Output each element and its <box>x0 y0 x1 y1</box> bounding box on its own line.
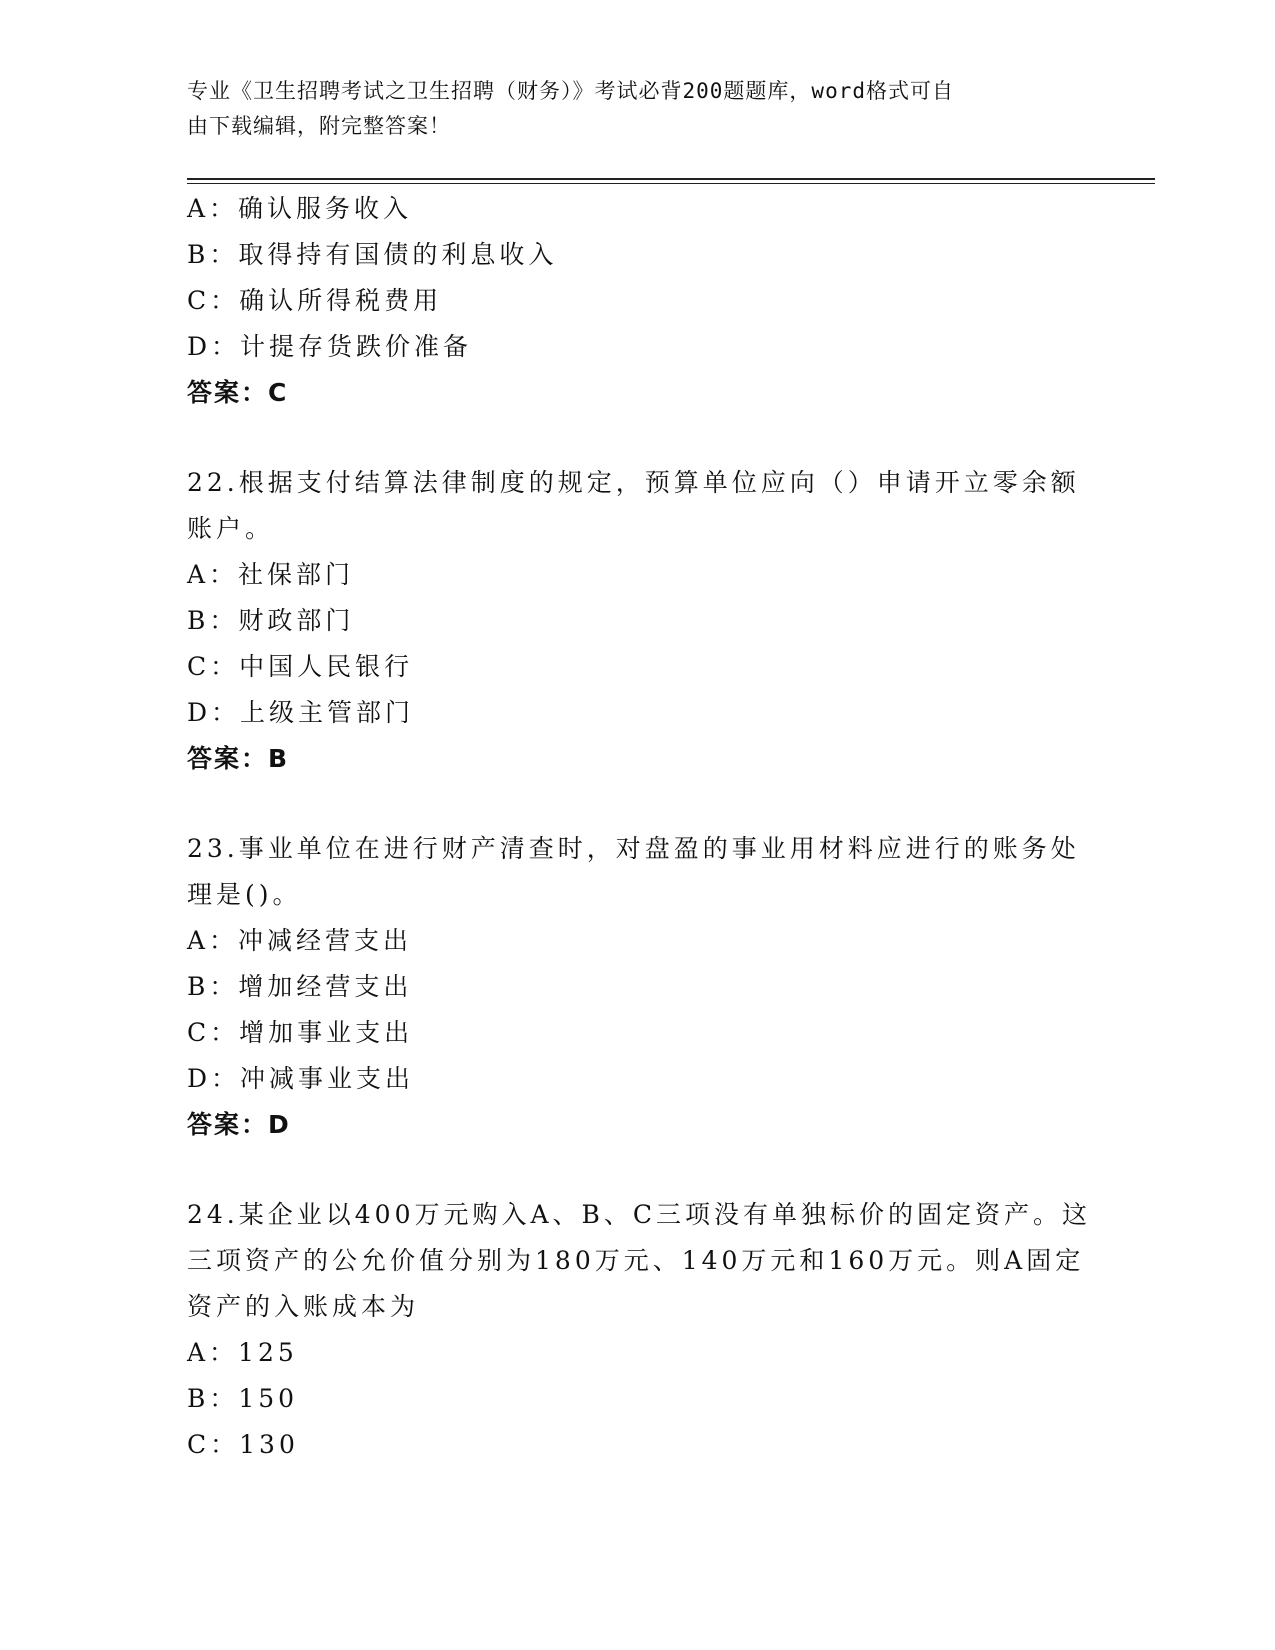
question-23 <box>187 826 1087 1148</box>
option-d: D：计提存货跌价准备 <box>187 332 473 361</box>
question-content <box>187 186 1092 1468</box>
option-a: A：确认服务收入 <box>187 194 413 223</box>
spacer <box>187 782 1087 826</box>
question-21 <box>187 186 1087 416</box>
question-stem-line-2: 账户。 <box>187 514 275 543</box>
option-b: B：财政部门 <box>187 606 355 635</box>
answer: 答案：B <box>187 744 290 773</box>
option-b: B：增加经营支出 <box>187 972 413 1001</box>
question-22 <box>187 460 1087 782</box>
option-c: C：确认所得税费用 <box>187 286 443 315</box>
option-b: B：150 <box>187 1384 299 1413</box>
question-stem-line-2: 理是()。 <box>187 880 302 909</box>
answer: 答案：D <box>187 1110 291 1139</box>
option-c: C：130 <box>187 1430 299 1459</box>
question-stem-line-1: 22.根据支付结算法律制度的规定，预算单位应向（）申请开立零余额 <box>187 468 1080 497</box>
header-title-line-2: 由下载编辑，附完整答案！ <box>187 114 451 138</box>
header-divider-thin <box>187 183 1155 184</box>
option-a: A：125 <box>187 1338 298 1367</box>
option-a: A：社保部门 <box>187 560 355 589</box>
question-stem-line-1: 23.事业单位在进行财产清查时，对盘盈的事业用材料应进行的账务处 <box>187 834 1080 863</box>
option-b: B：取得持有国债的利息收入 <box>187 240 558 269</box>
spacer <box>187 416 1087 460</box>
answer: 答案：C <box>187 378 289 407</box>
question-stem-line-3: 资产的入账成本为 <box>187 1292 420 1321</box>
question-stem-line-1: 24.某企业以400万元购入A、B、C三项没有单独标价的固定资产。这 <box>187 1200 1092 1229</box>
question-24 <box>187 1192 1092 1468</box>
option-c: C：增加事业支出 <box>187 1018 414 1047</box>
document-header <box>187 74 1077 144</box>
question-stem-line-2: 三项资产的公允价值分别为180万元、140万元和160万元。则A固定 <box>187 1246 1085 1275</box>
spacer <box>187 1148 1087 1192</box>
option-c: C：中国人民银行 <box>187 652 414 681</box>
option-d: D：冲减事业支出 <box>187 1064 415 1093</box>
option-d: D：上级主管部门 <box>187 698 415 727</box>
option-a: A：冲减经营支出 <box>187 926 413 955</box>
header-divider-thick <box>187 178 1155 180</box>
header-title-line-1: 专业《卫生招聘考试之卫生招聘（财务）》考试必背200题题库，word格式可自 <box>187 79 954 103</box>
